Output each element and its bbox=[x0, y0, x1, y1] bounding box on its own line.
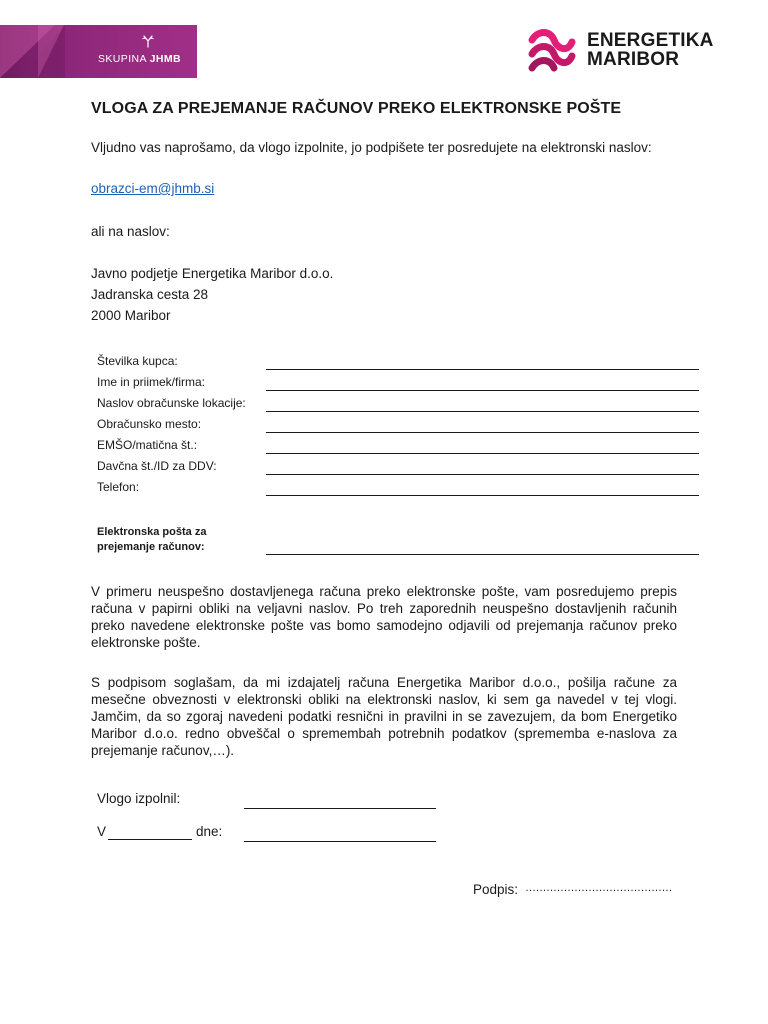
field-input-emso[interactable] bbox=[266, 453, 699, 454]
skupina-jhmb-wordmark bbox=[98, 53, 181, 65]
group-name-light: SKUPINA bbox=[98, 53, 147, 65]
field-label-billing-address: Naslov obračunske lokacije: bbox=[97, 396, 246, 410]
company-line-1: ENERGETIKA bbox=[587, 30, 714, 51]
field-input-billing-point[interactable] bbox=[266, 432, 699, 433]
date-label: dne: bbox=[196, 824, 223, 839]
field-label-name: Ime in priimek/firma: bbox=[97, 375, 206, 389]
email-label-line-1: Elektronska pošta za bbox=[97, 526, 207, 538]
field-input-tax-id[interactable] bbox=[266, 474, 699, 475]
deer-antler-icon bbox=[141, 34, 155, 48]
group-name-bold: JHMB bbox=[149, 53, 182, 65]
energetika-maribor-logo-icon bbox=[526, 28, 578, 76]
field-input-name[interactable] bbox=[266, 390, 699, 391]
field-label-tax-id: Davčna št./ID za DDV: bbox=[97, 459, 217, 473]
email-link-container bbox=[91, 178, 214, 199]
signature-label: Podpis: bbox=[473, 882, 519, 897]
consent-paragraph: S podpisom soglašam, da mi izdajatelj računa Energetika Maribor d.o.o., pošilja račune za mesečne obveznosti v elektronski obliki na elektronski naslov, ki sem ga navedel v tej vlogi. Jamčim, da so zgoraj navedeni podatki resnični in pravilni in se zavezujem, da bom Energetiko Maribor d.o.o. redno obveščal o spremembah potrebnih podatkov (sprememba e-naslova za prejemanje računov,…). bbox=[91, 675, 677, 758]
email-link[interactable]: obrazci-em@jhmb.si bbox=[91, 181, 215, 196]
email-label-line-2: prejemanje računov: bbox=[97, 541, 205, 553]
field-label-billing-point: Obračunsko mesto: bbox=[97, 417, 202, 431]
date-input[interactable] bbox=[244, 841, 436, 842]
skupina-jhmb-logo bbox=[0, 25, 197, 78]
field-input-email[interactable] bbox=[266, 554, 699, 555]
address-line-3: 2000 Maribor bbox=[91, 308, 171, 323]
intro-text: Vljudno vas naprošamo, da vlogo izpolnite, jo podpišete ter posredujete na elektronski naslov: bbox=[91, 140, 652, 155]
field-label-customer-number: Številka kupca: bbox=[97, 354, 178, 368]
energetika-maribor-wordmark bbox=[587, 31, 714, 69]
place-input[interactable] bbox=[108, 839, 192, 840]
or-address-text: ali na naslov: bbox=[91, 224, 170, 239]
field-label-phone: Telefon: bbox=[97, 480, 140, 494]
filled-by-label: Vlogo izpolnil: bbox=[97, 791, 181, 806]
filled-by-input[interactable] bbox=[244, 808, 436, 809]
field-input-phone[interactable] bbox=[266, 495, 699, 496]
field-label-email bbox=[97, 525, 206, 555]
field-input-billing-address[interactable] bbox=[266, 411, 699, 412]
address-line-2: Jadranska cesta 28 bbox=[91, 287, 209, 302]
field-label-emso: EMŠO/matična št.: bbox=[97, 438, 198, 452]
company-line-2: MARIBOR bbox=[587, 49, 680, 70]
field-input-customer-number[interactable] bbox=[266, 369, 699, 370]
place-prefix-label: V bbox=[97, 824, 107, 839]
address-line-1: Javno podjetje Energetika Maribor d.o.o. bbox=[91, 266, 334, 281]
signature-field[interactable]: …………………………………… bbox=[525, 882, 672, 894]
document-title: VLOGA ZA PREJEMANJE RAČUNOV PREKO ELEKTRONSKE POŠTE bbox=[91, 100, 622, 117]
notice-paragraph: V primeru neuspešno dostavljenega računa preko elektronske pošte, vam posredujemo prepis računa v papirni obliki na veljavni naslov. Po treh zaporednih neuspešno dostavljenih računih preko navedene elektronske pošte vas bomo samodejno odjavili od prejemanja računov preko elektronske pošte. bbox=[91, 584, 677, 650]
